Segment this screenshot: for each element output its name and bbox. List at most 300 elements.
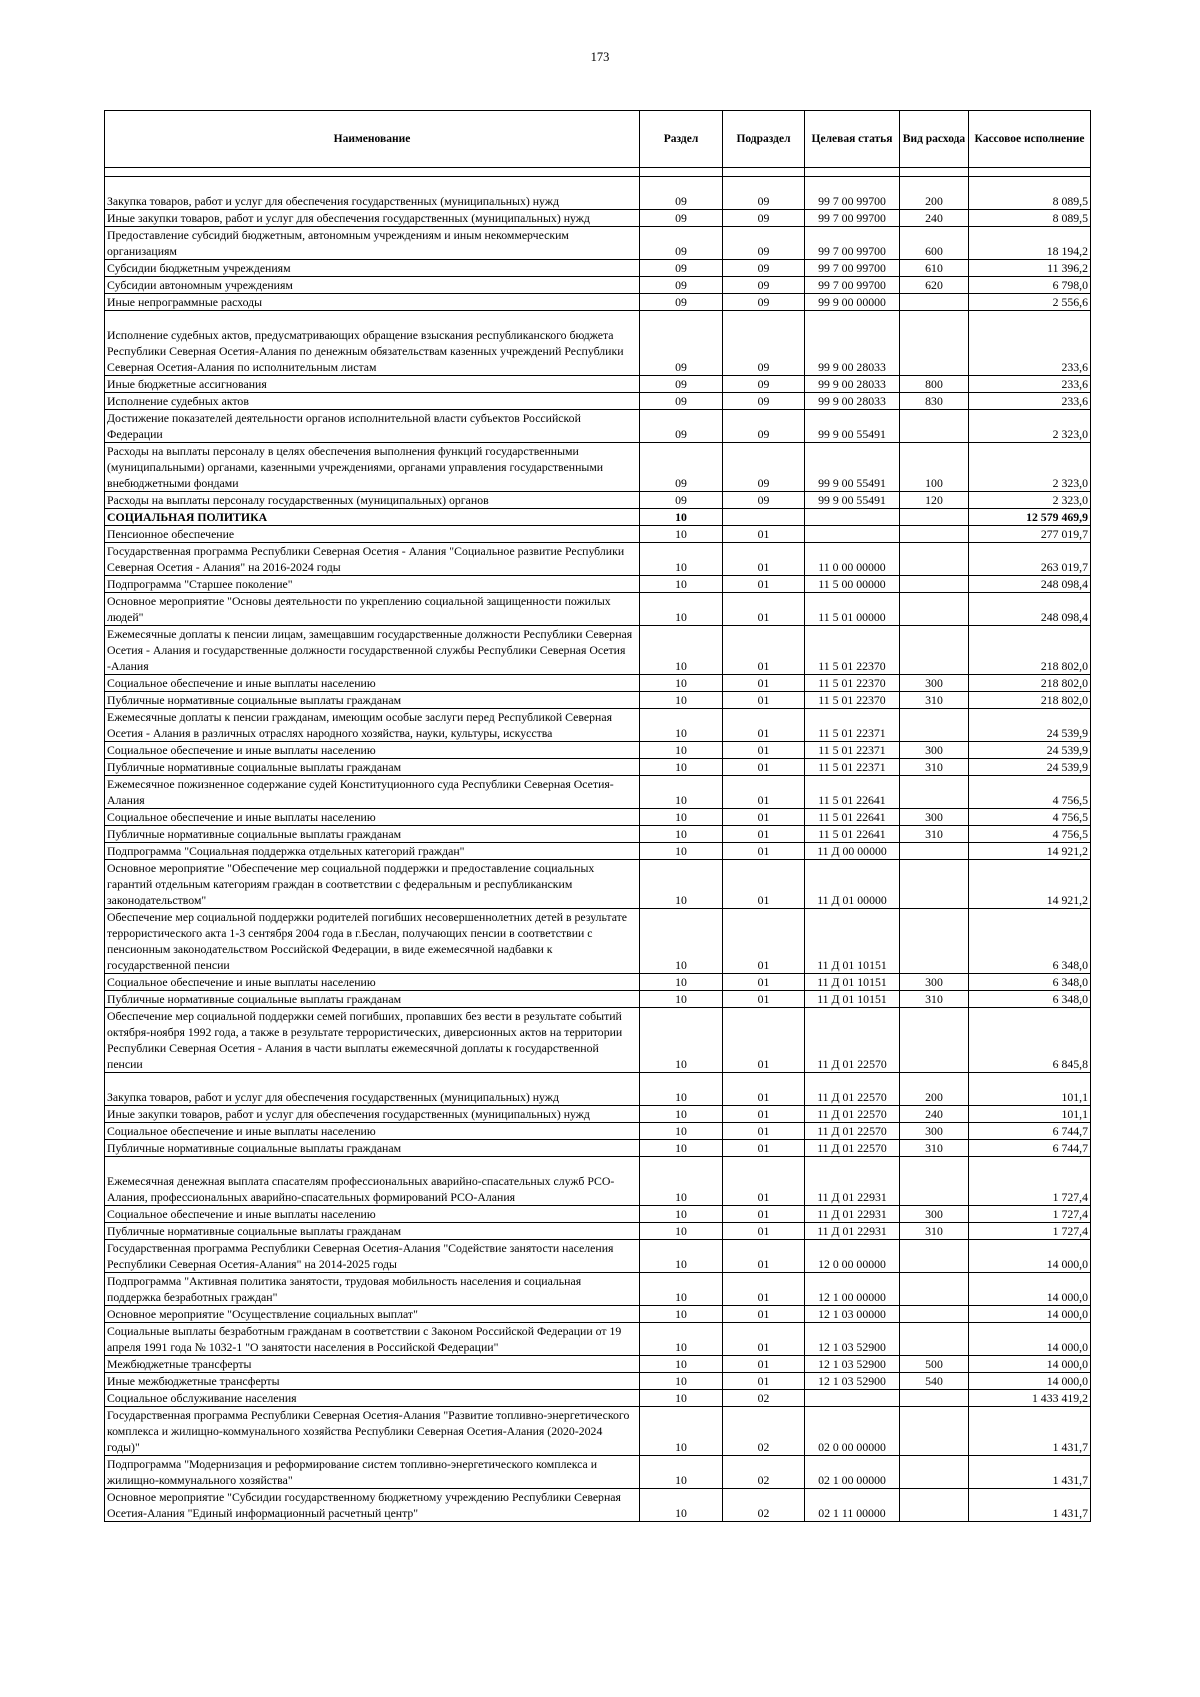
cell-subsection: 01 (723, 543, 805, 576)
cell-target: 11 5 01 22370 (805, 626, 900, 675)
cell-section: 09 (640, 410, 723, 443)
cell-amount: 6 348,0 (969, 991, 1091, 1008)
cell-target: 11 Д 01 00000 (805, 860, 900, 909)
cell-section: 10 (640, 1123, 723, 1140)
cell-section: 10 (640, 1323, 723, 1356)
cell-target: 11 Д 01 22931 (805, 1223, 900, 1240)
cell-section: 10 (640, 709, 723, 742)
cell-amount: 4 756,5 (969, 826, 1091, 843)
cell-name: Подпрограмма "Активная политика занятости, трудовая мобильность населения и социальная поддержка безработных граждан" (105, 1273, 640, 1306)
cell-target: 11 Д 01 10151 (805, 974, 900, 991)
cell-subsection: 01 (723, 1123, 805, 1140)
cell-section: 09 (640, 393, 723, 410)
table-row (105, 1223, 1091, 1240)
cell-section: 10 (640, 742, 723, 759)
cell-subsection: 01 (723, 776, 805, 809)
cell-target: 11 Д 01 22570 (805, 1106, 900, 1123)
table-row (105, 1273, 1091, 1306)
cell-target: 99 9 00 55491 (805, 410, 900, 443)
cell-subsection: 01 (723, 692, 805, 709)
table-row (105, 626, 1091, 675)
cell-expense-type (900, 1456, 969, 1489)
cell-amount: 4 756,5 (969, 776, 1091, 809)
cell-subsection: 09 (723, 443, 805, 492)
cell-subsection: 01 (723, 991, 805, 1008)
cell-subsection: 01 (723, 1306, 805, 1323)
header-spacer-row (105, 168, 1091, 177)
cell-subsection: 01 (723, 709, 805, 742)
cell-name: Социальное обеспечение и иные выплаты населению (105, 1206, 640, 1223)
cell-amount: 14 000,0 (969, 1323, 1091, 1356)
cell-amount: 233,6 (969, 376, 1091, 393)
cell-section: 10 (640, 1240, 723, 1273)
cell-expense-type: 300 (900, 1123, 969, 1140)
cell-name: Подпрограмма "Старшее поколение" (105, 576, 640, 593)
cell-subsection: 01 (723, 626, 805, 675)
cell-subsection: 01 (723, 1140, 805, 1157)
cell-section: 09 (640, 376, 723, 393)
cell-target: 02 1 00 00000 (805, 1456, 900, 1489)
cell-subsection: 09 (723, 376, 805, 393)
cell-expense-type: 300 (900, 742, 969, 759)
cell-amount: 101,1 (969, 1106, 1091, 1123)
cell-expense-type (900, 1407, 969, 1456)
cell-subsection: 09 (723, 277, 805, 294)
cell-expense-type: 310 (900, 1223, 969, 1240)
cell-amount: 263 019,7 (969, 543, 1091, 576)
cell-name: Ежемесячные доплаты к пенсии лицам, замещавшим государственные должности Республики Северная Осетия - Алания и государственные должности государственной службы Республики Северная Осетия -Алания (105, 626, 640, 675)
cell-name: Публичные нормативные социальные выплаты гражданам (105, 826, 640, 843)
cell-section: 10 (640, 909, 723, 974)
cell-target: 99 7 00 99700 (805, 260, 900, 277)
cell-amount: 1 431,7 (969, 1489, 1091, 1522)
cell-subsection: 01 (723, 1356, 805, 1373)
cell-name: Государственная программа Республики Северная Осетия-Алания "Развитие топливно-энергетического комплекса и жилищно-коммунального хозяйства Республики Северная Осетия-Алания (2020-2024 годы)" (105, 1407, 640, 1456)
cell-expense-type: 240 (900, 1106, 969, 1123)
cell-target: 11 5 01 22371 (805, 742, 900, 759)
cell-target: 99 7 00 99700 (805, 277, 900, 294)
cell-amount: 2 323,0 (969, 492, 1091, 509)
table-row (105, 576, 1091, 593)
cell-section: 10 (640, 1356, 723, 1373)
cell-amount: 14 000,0 (969, 1273, 1091, 1306)
cell-target: 11 5 01 22641 (805, 809, 900, 826)
cell-expense-type: 300 (900, 974, 969, 991)
cell-expense-type (900, 1323, 969, 1356)
table-row (105, 543, 1091, 576)
cell-subsection: 02 (723, 1407, 805, 1456)
cell-name: Обеспечение мер социальной поддержки родителей погибших несовершеннолетних детей в результате террористического акта 1-3 сентября 2004 года в г.Беслан, получающих пенсии в соответствии с пенсионным законодательством Российской Федерации, в виде ежемесячной надбавки к государственной пенсии (105, 909, 640, 974)
cell-section: 09 (640, 492, 723, 509)
table-row (105, 1356, 1091, 1373)
cell-subsection: 01 (723, 593, 805, 626)
cell-amount: 6 798,0 (969, 277, 1091, 294)
page-number: 173 (590, 50, 610, 64)
cell-amount: 14 000,0 (969, 1356, 1091, 1373)
cell-name: Обеспечение мер социальной поддержки семей погибших, пропавших без вести в результате событий октября-ноября 1992 года, а также в результате террористических, диверсионных актов на территории Республики Северная Осетия - Алания в части выплаты ежемесячной доплаты к государственной пенсии (105, 1008, 640, 1073)
cell-expense-type: 300 (900, 675, 969, 692)
cell-target: 11 Д 01 22570 (805, 1008, 900, 1073)
column-header-amount: Кассовое исполнение (969, 111, 1091, 168)
cell-amount: 14 921,2 (969, 860, 1091, 909)
table-row (105, 443, 1091, 492)
cell-amount: 14 921,2 (969, 843, 1091, 860)
table-row (105, 1323, 1091, 1356)
cell-subsection: 02 (723, 1390, 805, 1407)
cell-amount: 1 727,4 (969, 1206, 1091, 1223)
cell-section: 09 (640, 277, 723, 294)
cell-subsection: 01 (723, 974, 805, 991)
cell-name: Публичные нормативные социальные выплаты гражданам (105, 1223, 640, 1240)
cell-amount: 6 744,7 (969, 1123, 1091, 1140)
cell-expense-type: 100 (900, 443, 969, 492)
table-row (105, 1106, 1091, 1123)
table-row (105, 227, 1091, 260)
cell-target: 11 Д 01 22570 (805, 1073, 900, 1106)
cell-amount: 6 348,0 (969, 974, 1091, 991)
cell-target: 11 Д 01 22570 (805, 1140, 900, 1157)
cell-amount: 6 744,7 (969, 1140, 1091, 1157)
cell-expense-type (900, 509, 969, 526)
cell-name: Публичные нормативные социальные выплаты гражданам (105, 991, 640, 1008)
table-row (105, 1489, 1091, 1522)
table-row (105, 675, 1091, 692)
table-row (105, 1373, 1091, 1390)
column-header-expense-type: Вид расхода (900, 111, 969, 168)
table-row (105, 1206, 1091, 1223)
cell-expense-type (900, 1489, 969, 1522)
cell-subsection: 01 (723, 759, 805, 776)
table-row (105, 526, 1091, 543)
cell-amount: 14 000,0 (969, 1306, 1091, 1323)
cell-name: Социальное обеспечение и иные выплаты населению (105, 974, 640, 991)
table-row (105, 593, 1091, 626)
table-row (105, 974, 1091, 991)
cell-subsection: 01 (723, 1373, 805, 1390)
cell-section: 10 (640, 1206, 723, 1223)
table-row (105, 1407, 1091, 1456)
cell-subsection: 01 (723, 809, 805, 826)
table-row (105, 177, 1091, 210)
cell-target (805, 526, 900, 543)
cell-target: 12 1 03 52900 (805, 1323, 900, 1356)
cell-expense-type (900, 593, 969, 626)
table-row (105, 1073, 1091, 1106)
cell-amount: 14 000,0 (969, 1373, 1091, 1390)
cell-expense-type (900, 576, 969, 593)
cell-subsection: 01 (723, 576, 805, 593)
cell-amount: 233,6 (969, 311, 1091, 376)
table-row (105, 809, 1091, 826)
cell-expense-type (900, 843, 969, 860)
table-row (105, 742, 1091, 759)
cell-target: 12 1 00 00000 (805, 1273, 900, 1306)
cell-expense-type (900, 909, 969, 974)
cell-target: 11 5 00 00000 (805, 576, 900, 593)
cell-subsection: 09 (723, 393, 805, 410)
cell-expense-type: 620 (900, 277, 969, 294)
cell-name: Социальное обеспечение и иные выплаты населению (105, 742, 640, 759)
cell-section: 10 (640, 759, 723, 776)
cell-name: Закупка товаров, работ и услуг для обеспечения государственных (муниципальных) нужд (105, 177, 640, 210)
cell-name: Иные закупки товаров, работ и услуг для обеспечения государственных (муниципальных) нужд (105, 210, 640, 227)
cell-target (805, 1390, 900, 1407)
cell-expense-type (900, 626, 969, 675)
table-row (105, 1390, 1091, 1407)
cell-amount: 1 727,4 (969, 1223, 1091, 1240)
cell-subsection: 01 (723, 843, 805, 860)
cell-section: 10 (640, 1223, 723, 1240)
cell-name: Основное мероприятие "Обеспечение мер социальной поддержки и предоставление социальных гарантий отдельным категориям граждан в соответствии с федеральным и республиканским законодательством" (105, 860, 640, 909)
cell-expense-type (900, 709, 969, 742)
cell-name: Иные закупки товаров, работ и услуг для обеспечения государственных (муниципальных) нужд (105, 1106, 640, 1123)
cell-name: Иные непрограммные расходы (105, 294, 640, 311)
cell-subsection: 01 (723, 860, 805, 909)
cell-amount: 24 539,9 (969, 742, 1091, 759)
cell-subsection: 01 (723, 826, 805, 843)
column-header-section: Раздел (640, 111, 723, 168)
cell-target: 11 Д 00 00000 (805, 843, 900, 860)
cell-target: 11 0 00 00000 (805, 543, 900, 576)
cell-name: Закупка товаров, работ и услуг для обеспечения государственных (муниципальных) нужд (105, 1073, 640, 1106)
column-header-subsection: Подраздел (723, 111, 805, 168)
cell-expense-type: 310 (900, 759, 969, 776)
cell-section: 10 (640, 1008, 723, 1073)
table-row (105, 492, 1091, 509)
table-row (105, 1008, 1091, 1073)
cell-section: 10 (640, 576, 723, 593)
cell-target: 11 5 01 22370 (805, 675, 900, 692)
cell-amount: 8 089,5 (969, 210, 1091, 227)
cell-amount: 6 845,8 (969, 1008, 1091, 1073)
table-row (105, 826, 1091, 843)
cell-subsection: 09 (723, 177, 805, 210)
cell-section: 10 (640, 826, 723, 843)
cell-subsection: 02 (723, 1456, 805, 1489)
cell-subsection: 09 (723, 227, 805, 260)
cell-expense-type: 540 (900, 1373, 969, 1390)
cell-name: Пенсионное обеспечение (105, 526, 640, 543)
cell-section: 10 (640, 509, 723, 526)
cell-name: Субсидии бюджетным учреждениям (105, 260, 640, 277)
cell-subsection: 09 (723, 294, 805, 311)
cell-section: 09 (640, 177, 723, 210)
cell-section: 10 (640, 843, 723, 860)
cell-subsection (723, 509, 805, 526)
cell-section: 10 (640, 860, 723, 909)
cell-target: 11 5 01 22641 (805, 776, 900, 809)
cell-expense-type (900, 410, 969, 443)
table-row (105, 260, 1091, 277)
cell-name: Достижение показателей деятельности органов исполнительной власти субъектов Российской Федерации (105, 410, 640, 443)
cell-section: 10 (640, 1373, 723, 1390)
table-row (105, 776, 1091, 809)
cell-expense-type: 830 (900, 393, 969, 410)
cell-name: Подпрограмма "Социальная поддержка отдельных категорий граждан" (105, 843, 640, 860)
cell-subsection: 01 (723, 526, 805, 543)
table-row (105, 843, 1091, 860)
cell-amount: 14 000,0 (969, 1240, 1091, 1273)
cell-amount: 1 431,7 (969, 1407, 1091, 1456)
cell-expense-type (900, 543, 969, 576)
cell-subsection: 01 (723, 1240, 805, 1273)
cell-amount: 218 802,0 (969, 675, 1091, 692)
cell-target: 99 7 00 99700 (805, 177, 900, 210)
cell-subsection: 01 (723, 1106, 805, 1123)
cell-target: 11 5 01 00000 (805, 593, 900, 626)
cell-subsection: 09 (723, 492, 805, 509)
cell-expense-type (900, 1390, 969, 1407)
cell-amount: 218 802,0 (969, 692, 1091, 709)
cell-name: Государственная программа Республики Северная Осетия - Алания "Социальное развитие Республики Северная Осетия - Алания" на 2016-2024 годы (105, 543, 640, 576)
column-header-target: Целевая статья (805, 111, 900, 168)
cell-section: 10 (640, 1157, 723, 1206)
table-row (105, 991, 1091, 1008)
cell-target: 12 1 03 52900 (805, 1356, 900, 1373)
cell-name: Социальные выплаты безработным гражданам в соответствии с Законом Российской Федерации от 19 апреля 1991 года № 1032-1 "О занятости населения в Российской Федерации" (105, 1323, 640, 1356)
cell-amount: 24 539,9 (969, 709, 1091, 742)
cell-section: 10 (640, 626, 723, 675)
cell-name: Межбюджетные трансферты (105, 1356, 640, 1373)
cell-amount: 218 802,0 (969, 626, 1091, 675)
cell-expense-type: 500 (900, 1356, 969, 1373)
cell-expense-type (900, 860, 969, 909)
cell-expense-type: 120 (900, 492, 969, 509)
cell-target: 99 9 00 55491 (805, 443, 900, 492)
cell-target: 12 0 00 00000 (805, 1240, 900, 1273)
cell-amount: 101,1 (969, 1073, 1091, 1106)
cell-expense-type: 310 (900, 1140, 969, 1157)
cell-subsection: 01 (723, 1323, 805, 1356)
cell-section: 10 (640, 991, 723, 1008)
cell-section: 09 (640, 443, 723, 492)
cell-amount: 248 098,4 (969, 593, 1091, 626)
cell-expense-type (900, 1273, 969, 1306)
cell-amount: 18 194,2 (969, 227, 1091, 260)
cell-target (805, 509, 900, 526)
cell-expense-type: 200 (900, 1073, 969, 1106)
table-row (105, 1140, 1091, 1157)
cell-target: 02 1 11 00000 (805, 1489, 900, 1522)
cell-name: Основное мероприятие "Субсидии государственному бюджетному учреждению Республики Северная Осетия-Алания "Единый информационный расчетный центр" (105, 1489, 640, 1522)
cell-expense-type: 300 (900, 809, 969, 826)
cell-section: 10 (640, 974, 723, 991)
cell-expense-type (900, 311, 969, 376)
cell-target: 11 Д 01 22931 (805, 1206, 900, 1223)
cell-amount: 1 431,7 (969, 1456, 1091, 1489)
cell-amount: 2 323,0 (969, 443, 1091, 492)
cell-section: 10 (640, 1273, 723, 1306)
cell-amount: 277 019,7 (969, 526, 1091, 543)
cell-name: Иные межбюджетные трансферты (105, 1373, 640, 1390)
cell-expense-type: 310 (900, 826, 969, 843)
column-header-name: Наименование (105, 111, 640, 168)
cell-target: 11 Д 01 22931 (805, 1157, 900, 1206)
cell-name: Предоставление субсидий бюджетным, автономным учреждениям и иным некоммерческим организациям (105, 227, 640, 260)
cell-amount: 2 556,6 (969, 294, 1091, 311)
cell-amount: 8 089,5 (969, 177, 1091, 210)
cell-expense-type: 800 (900, 376, 969, 393)
cell-section: 10 (640, 675, 723, 692)
cell-target: 11 5 01 22641 (805, 826, 900, 843)
cell-name: Основное мероприятие "Основы деятельности по укреплению социальной защищенности пожилых людей" (105, 593, 640, 626)
cell-subsection: 09 (723, 410, 805, 443)
cell-amount: 24 539,9 (969, 759, 1091, 776)
table-row (105, 1157, 1091, 1206)
cell-section: 09 (640, 294, 723, 311)
cell-expense-type: 310 (900, 692, 969, 709)
cell-section: 10 (640, 1456, 723, 1489)
cell-amount: 1 727,4 (969, 1157, 1091, 1206)
cell-target: 12 1 03 52900 (805, 1373, 900, 1390)
cell-section: 10 (640, 526, 723, 543)
cell-subsection: 01 (723, 1157, 805, 1206)
cell-target: 11 Д 01 10151 (805, 991, 900, 1008)
table-body (105, 177, 1091, 1522)
cell-target: 99 9 00 28033 (805, 311, 900, 376)
cell-expense-type: 200 (900, 177, 969, 210)
cell-expense-type: 600 (900, 227, 969, 260)
cell-amount: 11 396,2 (969, 260, 1091, 277)
cell-target: 11 Д 01 10151 (805, 909, 900, 974)
cell-section: 10 (640, 1073, 723, 1106)
cell-name: Публичные нормативные социальные выплаты гражданам (105, 1140, 640, 1157)
cell-amount: 2 323,0 (969, 410, 1091, 443)
cell-name: Социальное обеспечение и иные выплаты населению (105, 809, 640, 826)
table-header (105, 111, 1091, 177)
cell-subsection: 01 (723, 1073, 805, 1106)
cell-target: 99 9 00 28033 (805, 393, 900, 410)
cell-target: 11 Д 01 22570 (805, 1123, 900, 1140)
table-row (105, 294, 1091, 311)
cell-expense-type (900, 1157, 969, 1206)
cell-name: Ежемесячная денежная выплата спасателям профессиональных аварийно-спасательных служб РСО-Алания, профессиональных аварийно-спасательных формирований РСО-Алания (105, 1157, 640, 1206)
cell-expense-type (900, 294, 969, 311)
table-row (105, 1240, 1091, 1273)
cell-section: 10 (640, 593, 723, 626)
budget-execution-table (104, 110, 1091, 1522)
cell-expense-type (900, 1008, 969, 1073)
cell-target: 02 0 00 00000 (805, 1407, 900, 1456)
cell-section: 10 (640, 1407, 723, 1456)
cell-section: 10 (640, 692, 723, 709)
cell-section: 09 (640, 227, 723, 260)
cell-subsection: 01 (723, 909, 805, 974)
cell-target: 11 5 01 22371 (805, 709, 900, 742)
cell-section: 09 (640, 311, 723, 376)
table-row (105, 692, 1091, 709)
cell-amount: 1 433 419,2 (969, 1390, 1091, 1407)
table-row (105, 509, 1091, 526)
cell-target: 99 7 00 99700 (805, 210, 900, 227)
cell-target: 99 9 00 00000 (805, 294, 900, 311)
cell-subsection: 01 (723, 1206, 805, 1223)
cell-subsection: 09 (723, 210, 805, 227)
cell-expense-type: 310 (900, 991, 969, 1008)
table-row (105, 410, 1091, 443)
cell-target: 99 7 00 99700 (805, 227, 900, 260)
cell-expense-type: 300 (900, 1206, 969, 1223)
table-row (105, 1306, 1091, 1323)
cell-subsection: 01 (723, 1273, 805, 1306)
cell-name: Государственная программа Республики Северная Осетия-Алания "Содействие занятости населения Республики Северная Осетия-Алания" на 2014-2025 годы (105, 1240, 640, 1273)
cell-name: Публичные нормативные социальные выплаты гражданам (105, 692, 640, 709)
cell-section: 09 (640, 260, 723, 277)
table-row (105, 311, 1091, 376)
cell-section: 10 (640, 543, 723, 576)
cell-subsection: 01 (723, 1008, 805, 1073)
cell-expense-type: 240 (900, 210, 969, 227)
